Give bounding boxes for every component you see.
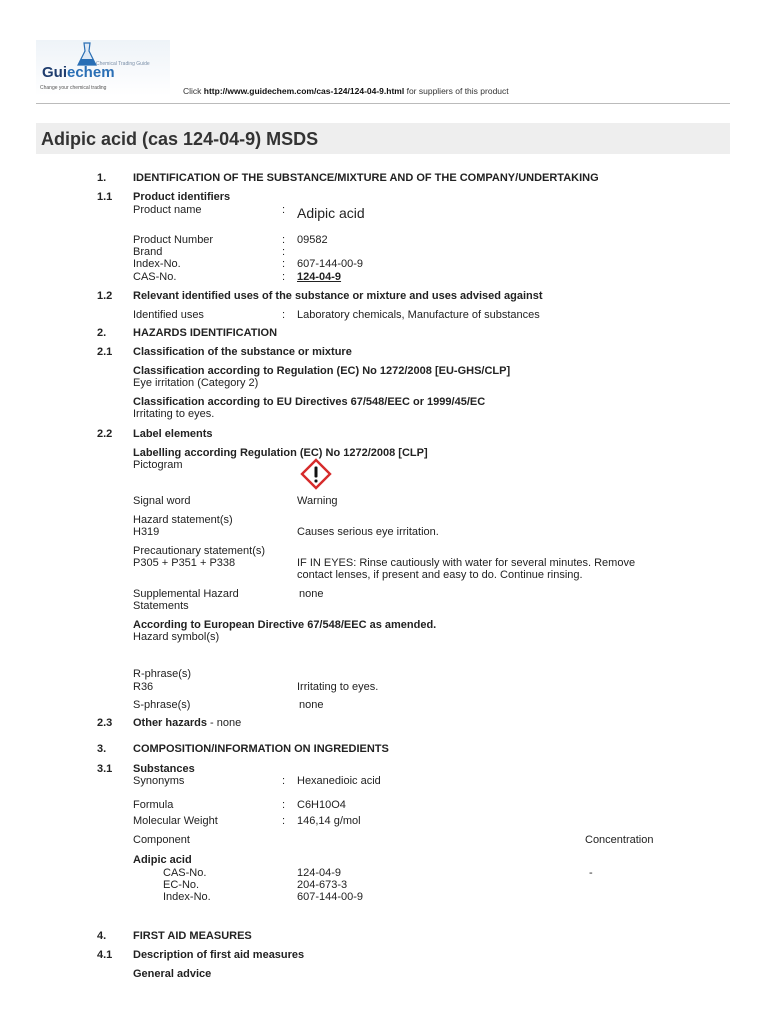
component-column-header: Component [133,834,190,846]
synonyms-label: Synonyms [133,775,185,787]
section-3-heading: COMPOSITION/INFORMATION ON INGREDIENTS [133,743,389,755]
concentration-column-header: Concentration [585,834,654,846]
product-number-value: 09582 [297,234,328,246]
component-ec-label: EC-No. [163,879,200,891]
subsection-2-3-number: 2.3 [97,717,113,729]
precautionary-text-line-1: IF IN EYES: Rinse cautiously with water for several minutes. Remove [297,557,636,569]
supplier-notice-suffix: for suppliers of this product [404,86,509,96]
subsection-1-2-heading: Relevant identified uses of the substance or mixture and uses advised against [133,290,543,302]
index-no-label: Index-No. [133,258,181,270]
subsection-2-2-number: 2.2 [97,428,113,440]
component-name: Adipic acid [133,854,192,866]
classification-directive-value: Irritating to eyes. [133,408,215,420]
subsection-1-1-number: 1.1 [97,191,113,203]
subsection-2-1-number: 2.1 [97,346,113,358]
index-no-value: 607-144-00-9 [297,258,364,270]
title-bar [36,123,730,154]
section-3-number: 3. [97,743,107,755]
hazard-code: H319 [133,526,160,538]
eu-directive-heading: According to European Directive 67/548/EEC as amended. [133,619,437,631]
precautionary-code: P305 + P351 + P338 [133,557,236,569]
supplier-link[interactable]: http://www.guidechem.com/cas-124/124-04-9.html [203,86,405,96]
molecular-weight-colon: : [282,815,286,827]
synonyms-value: Hexanedioic acid [297,775,381,787]
guidechem-logo[interactable] [36,40,170,96]
subsection-4-1-number: 4.1 [97,949,113,961]
other-hazards-heading: Other hazards [133,717,207,729]
hazard-text: Causes serious eye irritation. [297,526,439,538]
synonyms-colon: : [282,775,286,787]
molecular-weight-label: Molecular Weight [133,815,218,827]
subsection-3-1-number: 3.1 [97,763,113,775]
cas-no-label: CAS-No. [133,271,177,283]
subsection-2-2-heading: Label elements [133,428,213,440]
signal-word-value: Warning [297,495,338,507]
classification-directive-heading: Classification according to EU Directives 67/548/EEC or 1999/45/EC [133,396,486,408]
page-title: Adipic acid (cas 124-04-9) MSDS [41,129,319,149]
subsection-4-1-heading: Description of first aid measures [133,949,305,961]
component-index-label: Index-No. [163,891,211,903]
classification-regulation-value: Eye irritation (Category 2) [133,377,259,389]
logo-text-b: echem [67,64,115,81]
header-divider [36,103,730,104]
supplemental-hazard-value: none [299,588,324,600]
subsection-1-1-heading: Product identifiers [133,191,231,203]
molecular-weight-value: 146,14 g/mol [297,815,361,827]
supplemental-hazard-label-1: Supplemental Hazard [133,588,239,600]
signal-word-label: Signal word [133,495,191,507]
pictogram-label: Pictogram [133,459,183,471]
component-ec-value: 204-673-3 [297,879,348,891]
s-phrases-label: S-phrase(s) [133,699,191,711]
other-hazards-value: - none [206,717,242,729]
identified-uses-colon: : [282,309,286,321]
subsection-1-2-number: 1.2 [97,290,113,302]
hazard-statements-label: Hazard statement(s) [133,514,233,526]
product-number-label: Product Number [133,234,214,246]
formula-value: C6H10O4 [297,799,346,811]
precautionary-text-line-2: contact lenses, if present and easy to do. Continue rinsing. [297,569,583,581]
cas-no-link[interactable]: 124-04-9 [297,271,342,283]
section-4-number: 4. [97,930,107,942]
section-2-number: 2. [97,327,107,339]
component-cas-label: CAS-No. [163,867,207,879]
identified-uses-value: Laboratory chemicals, Manufacture of substances [297,309,540,321]
hazard-symbols-label: Hazard symbol(s) [133,631,220,643]
section-4-heading: FIRST AID MEASURES [133,930,252,942]
identified-uses-label: Identified uses [133,309,204,321]
component-concentration-value: - [589,867,593,879]
supplemental-hazard-label-2: Statements [133,600,189,612]
logo-tagline: Chemical Trading Guide [96,61,150,67]
product-number-colon: : [282,234,286,246]
product-name-label: Product name [133,204,202,216]
supplier-notice [183,86,509,96]
logo-text-a: Gui [42,64,67,81]
component-cas-value: 124-04-9 [297,867,342,879]
index-no-colon: : [282,258,286,270]
supplier-notice-prefix: Click [183,86,204,96]
r-phrases-label: R-phrase(s) [133,668,192,680]
subsection-2-1-heading: Classification of the substance or mixture [133,346,352,358]
precautionary-statements-label: Precautionary statement(s) [133,545,266,557]
section-2-heading: HAZARDS IDENTIFICATION [133,327,278,339]
formula-colon: : [282,799,286,811]
r-phrase-code: R36 [133,681,154,693]
classification-regulation-heading: Classification according to Regulation (EC) No 1272/2008 [EU-GHS/CLP] [133,365,511,377]
brand-label: Brand [133,246,163,258]
section-1-heading: IDENTIFICATION OF THE SUBSTANCE/MIXTURE AND OF THE COMPANY/UNDERTAKING [133,172,599,184]
r-phrase-text: Irritating to eyes. [297,681,379,693]
other-hazards [133,717,241,730]
section-1-number: 1. [97,172,107,184]
labelling-heading: Labelling according Regulation (EC) No 1272/2008 [CLP] [133,447,428,459]
s-phrases-value: none [299,699,324,711]
product-name-value: Adipic acid [297,205,365,221]
product-name-colon: : [282,204,286,216]
cas-no-colon: : [282,271,286,283]
subsection-3-1-heading: Substances [133,763,195,775]
formula-label: Formula [133,799,174,811]
general-advice-heading: General advice [133,968,212,980]
logo-subtitle: Change your chemical trading [40,85,107,91]
brand-colon: : [282,246,286,258]
component-index-value: 607-144-00-9 [297,891,364,903]
exclamation-diamond-icon [300,458,332,490]
